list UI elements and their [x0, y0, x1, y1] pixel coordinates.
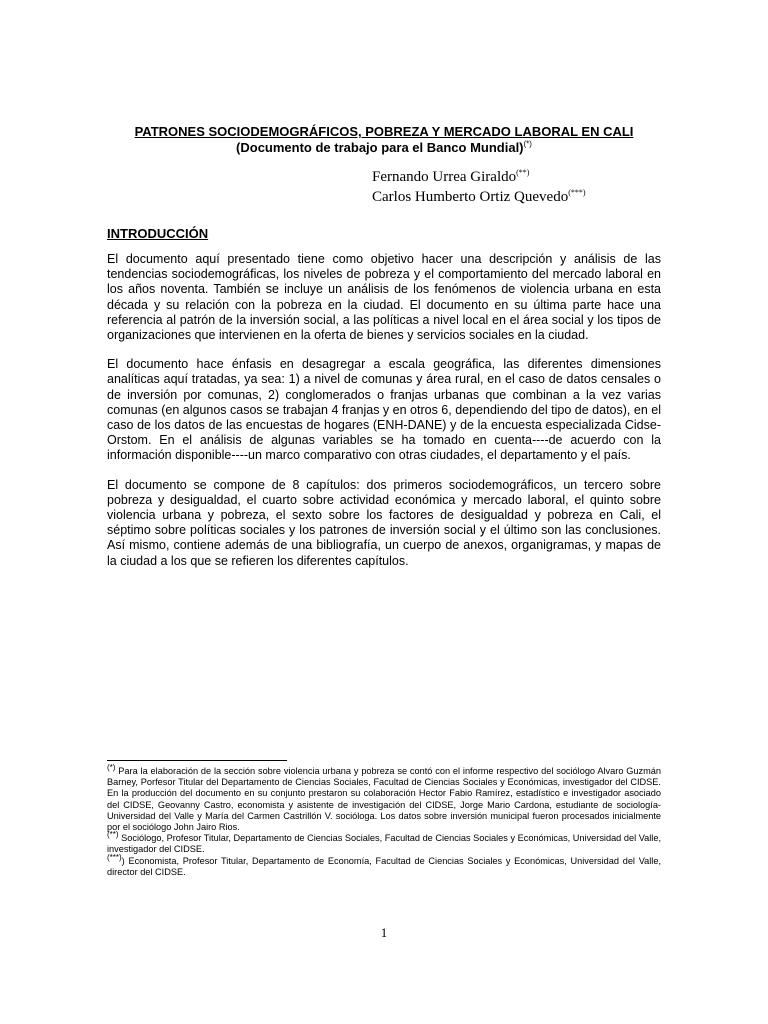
author-2-mark: (***) [568, 188, 586, 197]
footnote-1-mark: (*) [107, 762, 116, 772]
page-number: 1 [380, 925, 388, 940]
paragraph-2: El documento hace énfasis en desagregar a escala geográfica, las diferentes dimensiones analíticas aquí tratadas, ya sea: 1) a nivel de comunas y área rural, en el caso de datos censales o de inversión por comunas, 2) conglomerados o franjas urbanas que combinan a la vez varias comunas (en algunos casos se trabajan 4 franjas y en otros 6, dependiendo del tipo de datos), en el caso de los datos de las encuestas de hogares (ENH-DANE) y de la encuesta especializada Cidse-Orstom. En el análisis de algunas variables se ha tomado en cuenta----de acuerdo con la información disponible----un marco comparativo con otras ciudades, el departamento y el país. [107, 357, 661, 463]
title-subtitle [107, 140, 661, 156]
document-title [107, 124, 661, 156]
paragraph-1: El documento aquí presentado tiene como objetivo hacer una descripción y análisis de las tendencias sociodemográficas, los niveles de pobreza y el comportamiento del mercado laboral en los años noventa. También se incluye un análisis de los fenómenos de violencia urbana en esta década y su relación con la pobreza en la ciudad. El documento en su última parte hace una referencia al patrón de la inversión social, a las políticas a nivel local en el área social y los tipos de organizaciones que intervienen en la oferta de bienes y servicios sociales en la ciudad. [107, 252, 661, 343]
author-1 [372, 167, 586, 187]
author-1-name: Fernando Urrea Giraldo [372, 169, 517, 185]
footnote-2-mark: (**) [107, 830, 119, 840]
author-list [372, 167, 586, 207]
footnote-3-text: ) Economista, Profesor Titular, Departamento de Economía, Facultad de Ciencias Sociales y Económicas, Universidad del Valle, director del CIDSE. [107, 855, 661, 877]
footnote-1 [107, 762, 661, 833]
section-heading: INTRODUCCIÓN [107, 226, 209, 241]
footnote-divider [107, 760, 287, 761]
title-main: PATRONES SOCIODEMOGRÁFICOS, POBREZA Y MERCADO LABORAL EN CALI [134, 124, 634, 139]
paragraph-3: El documento se compone de 8 capítulos: dos primeros sociodemográficos, un tercero sobre pobreza y desigualdad, el cuarto sobre actividad económica y mercado laboral, el quinto sobre violencia urbana y pobreza, el sexto sobre los factores de desigualdad y pobreza en Cali, el séptimo sobre políticas sociales y los patrones de inversión social y el último son las conclusiones. Así mismo, contiene además de una bibliografía, un cuerpo de anexos, organigramas, y mapas de la ciudad a los que se refieren los diferentes capítulos. [107, 477, 661, 568]
footnote-1-text: Para la elaboración de la sección sobre violencia urbana y pobreza se contó con el informe respectivo del sociólogo Alvaro Guzmán Barney, Porfesor Titular del Departamento de Ciencias Sociales, Facultad de Ciencias Sociales y Económicas, investigador del CIDSE. En la producción del documento en su conjunto prestaron su colaboración Hector Fabio Ramírez, estadístico e investigador asociado del CIDSE, Geovanny Castro, economista y asistente de investigación del CIDSE, Jorge Mario Cardona, estudiante de sociología-Universidad del Valle y María del Carmen Castrillón V. socióloga. Los datos sobre inversión municipal fueron procesados inicialmente por el sociólogo John Jairo Rios. [107, 766, 661, 833]
body-text [107, 252, 661, 583]
footnote-3-mark: (***) [107, 852, 122, 862]
author-2 [372, 187, 586, 207]
footnote-2-text: Sociólogo, Profesor Titular, Departamento de Ciencias Sociales, Facultad de Ciencias Sociales y Económicas, Universidad del Valle, investigador del CIDSE. [107, 833, 661, 855]
author-1-mark: (**) [516, 168, 530, 177]
footnotes [107, 762, 661, 878]
footnote-3 [107, 852, 661, 878]
subtitle-text: (Documento de trabajo para el Banco Mundial) [236, 140, 524, 155]
subtitle-footnote-mark: (*) [523, 139, 532, 149]
author-2-name: Carlos Humberto Ortiz Quevedo [372, 189, 569, 205]
footnote-2 [107, 830, 661, 855]
